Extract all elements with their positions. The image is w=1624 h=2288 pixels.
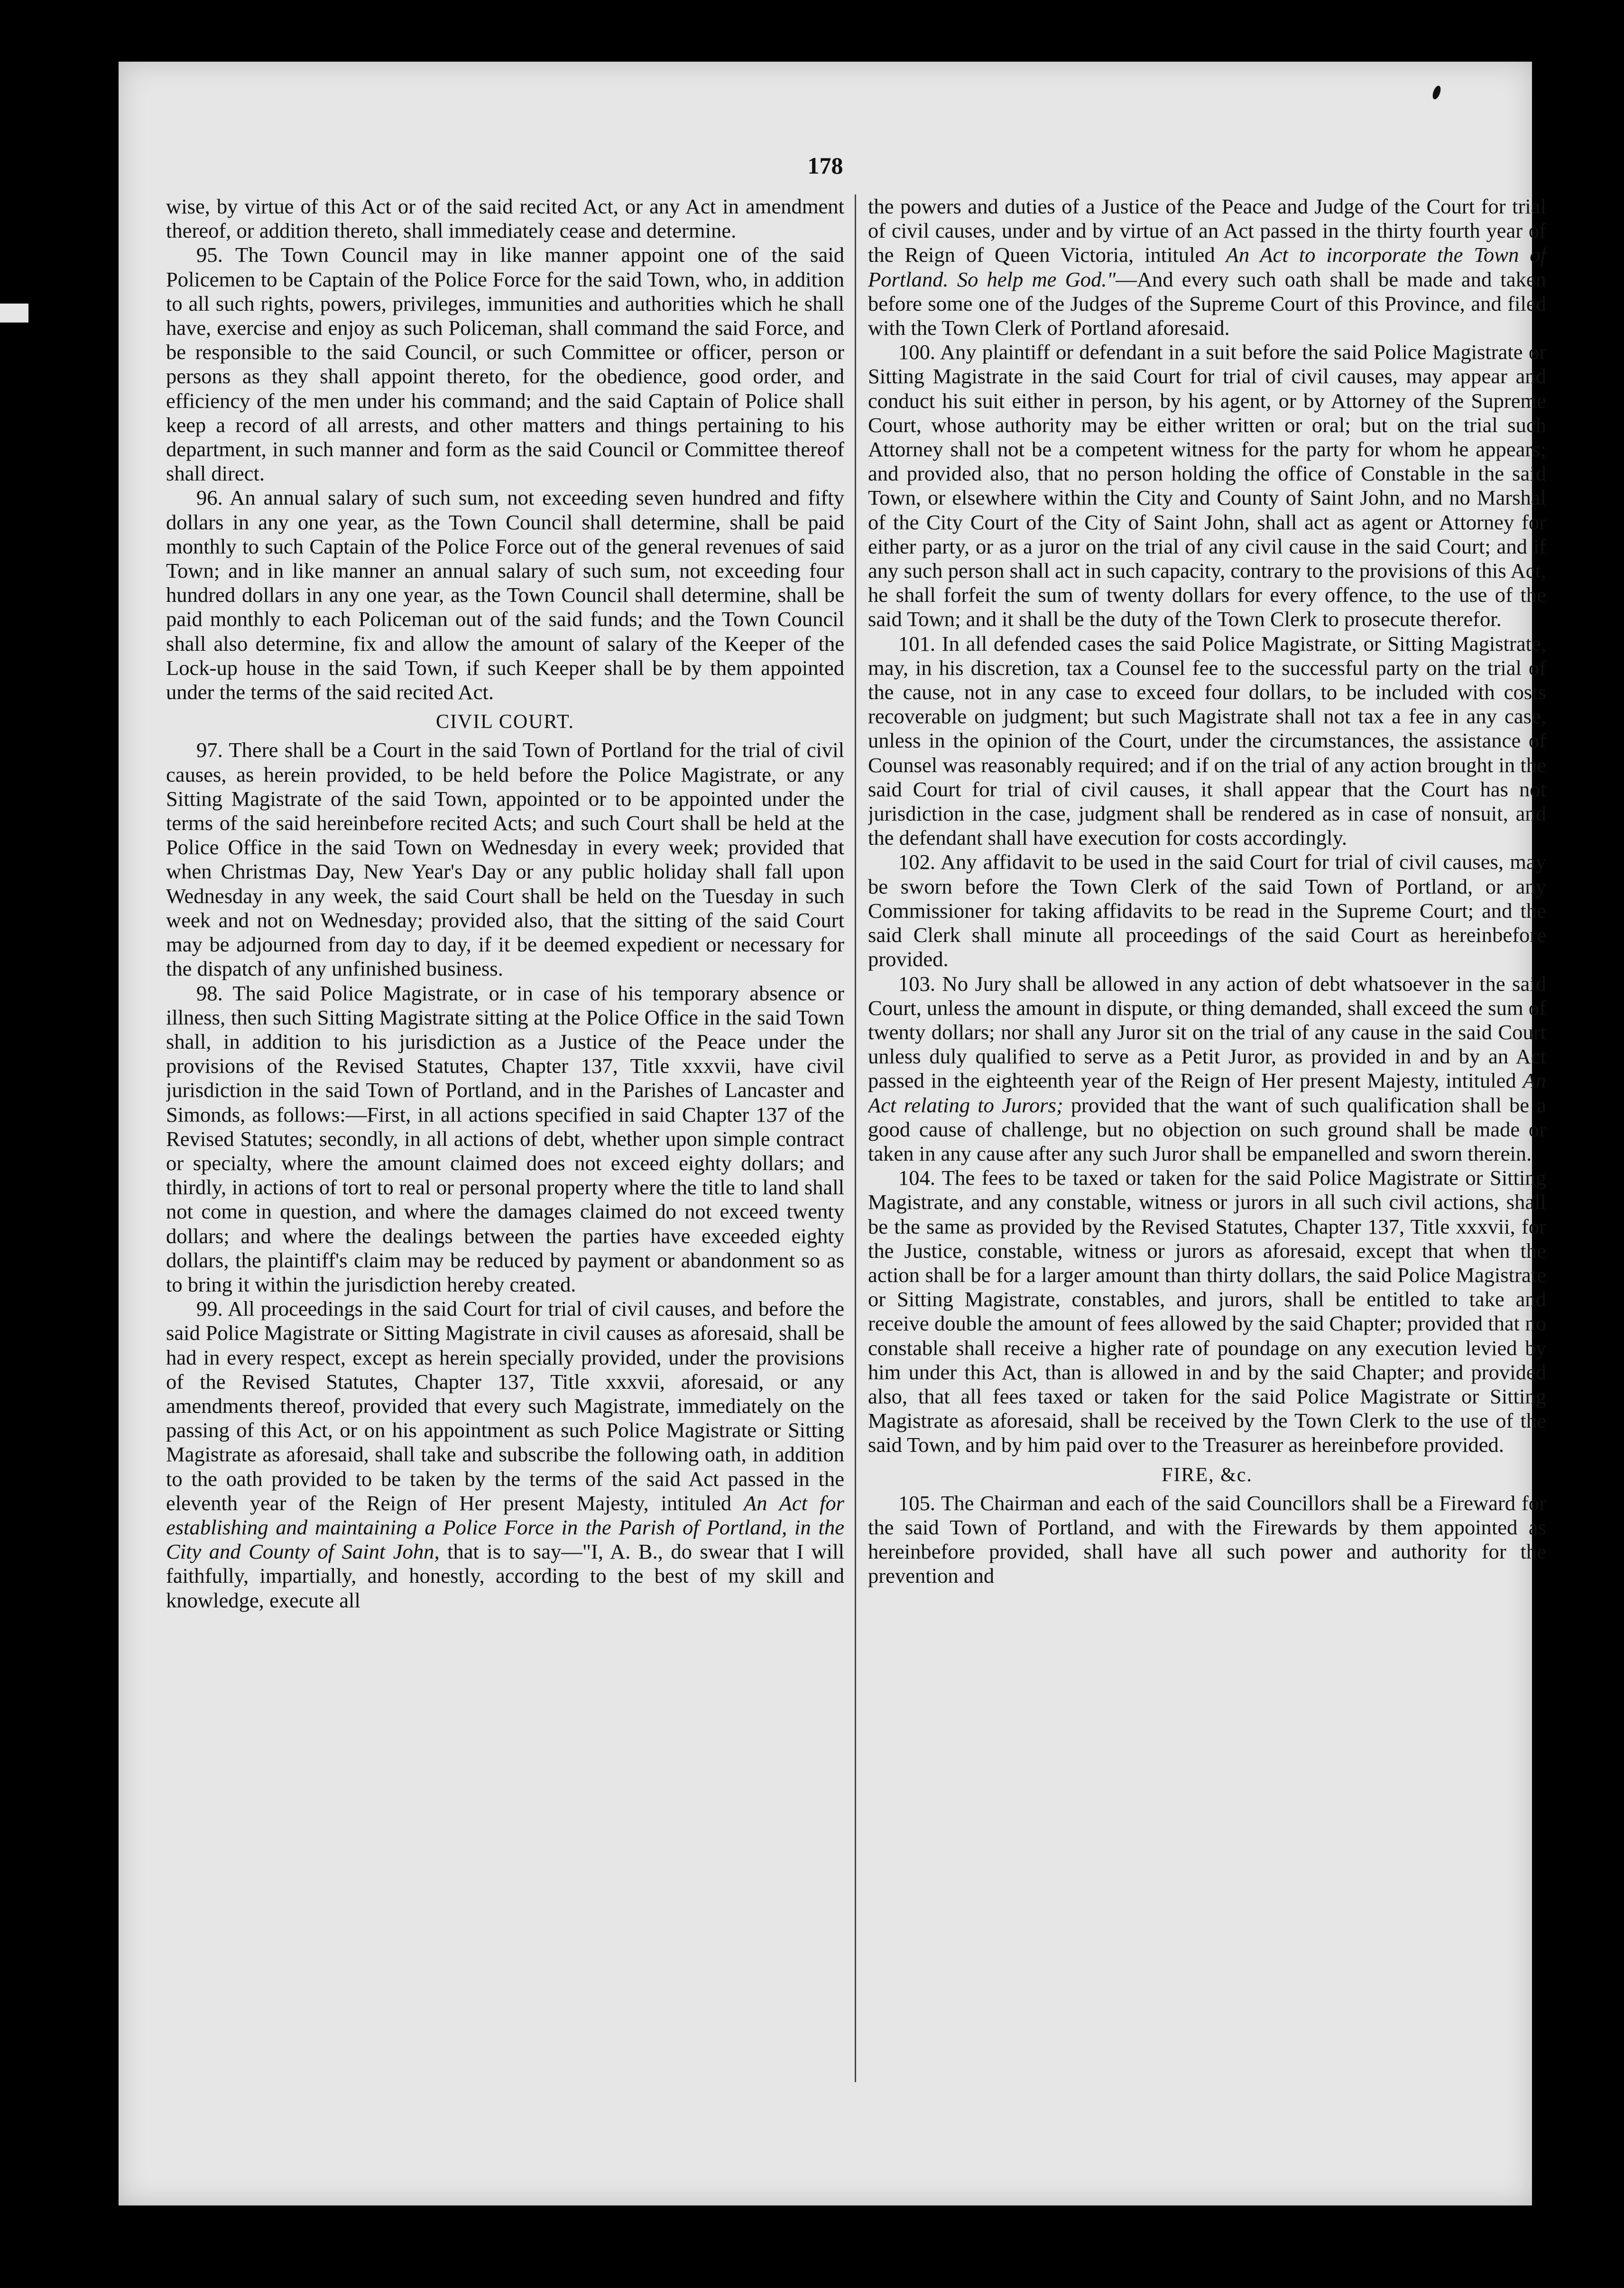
section-105: 105. The Chairman and each of the said Councillors shall be a Fireward for the said Town of Portland, and with the Firewards by them appointed as hereinbefore provided, shall have all such power and authority for the prevention and bbox=[868, 1491, 1546, 1588]
section-99 bbox=[166, 1297, 844, 1613]
section-103-proviso: provided that the want of such qualification shall be a good cause of challenge, but no objection on such ground shall be made or taken in any cause after any such Juror shall be empanelled and sworn therein. bbox=[868, 1093, 1546, 1165]
section-99-text: 99. All proceedings in the said Court for trial of civil causes, and before the said Police Magistrate or Sitting Magistrate in civil causes as aforesaid, shall be had in every respect, except as herein specially provided, under the provisions of the Revised Statutes, Chapter 137, Title xxxvii, aforesaid, or any amendments thereof, provided that every such Magistrate, immediately on the passing of this Act, or on his appointment as such Police Magistrate or Sitting Magistrate as aforesaid, shall take and subscribe the following oath, in addition to the oath provided to be taken by the terms of the said Act passed in the eleventh year of the Reign of Her present Majesty, intituled bbox=[166, 1297, 844, 1515]
right-column bbox=[868, 194, 1546, 2139]
section-103 bbox=[868, 972, 1546, 1166]
heading-fire: FIRE, &c. bbox=[1162, 1464, 1253, 1486]
oath-filing: —And every such oath shall be made and taken before some one of the Judges of the Supreme Court of this Province, and filed with the Town Clerk of Portland aforesaid. bbox=[868, 267, 1546, 340]
punch-hole-top bbox=[57, 422, 83, 455]
section-95: 95. The Town Council may in like manner appoint one of the said Policemen to be Captain of the Police Force for the said Town, who, in addition to all such rights, powers, privileges, immunities and authorities which he shall have, exercise and enjoy as such Policeman, shall command the said Force, and be responsible to the said Council, or such Committee or officer, person or persons as they shall appoint thereto, for the obedience, good order, and efficiency of the men under his command; and the said Captain of Police shall keep a record of all arrests, and other matters and things pertaining to his department, in such manner and form as the said Council or Committee thereof shall direct. bbox=[166, 243, 844, 486]
section-96: 96. An annual salary of such sum, not exceeding seven hundred and fifty dollars in any one year, as the Town Council shall determine, shall be paid monthly to such Captain of the Police Force out of the general revenues of said Town; and in like manner an annual salary of such sum, not exceeding four hundred dollars in any one year, as the Town Council shall determine, shall be paid monthly to each Policeman out of the said funds; and the Town Council shall also determine, fix and allow the amount of salary of the Keeper of the Lock-up house in the said Town, if such Keeper shall be by them appointed under the terms of the said recited Act. bbox=[166, 486, 844, 704]
oath-text: the powers and duties of a Justice of the Peace and Judge of the Court for trial of civil causes, under and by virtue of an Act passed in the thirty fourth year of the Reign of Queen Victoria, intituled bbox=[868, 194, 1546, 267]
section-98: 98. The said Police Magistrate, or in case of his temporary absence or illness, then such Sitting Magistrate sitting at the Police Office in the said Town shall, in addition to his jurisdiction as a Justice of the Peace under the provisions of the Revised Statutes, Chapter 137, Title xxxvii, have civil jurisdiction in the said Town of Portland, and in the Parishes of Lancaster and Simonds, as follows:—First, in all actions specified in said Chapter 137 of the Revised Statutes; secondly, in all actions of debt, whether upon simple contract or specialty, where the amount claimed does not exceed eighty dollars; and thirdly, in actions of tort to real or personal property where the title to land shall not come in question, and where the damages claimed do not exceed twenty dollars; and where the dealings between the parties have exceeded eighty dollars, the plaintiff's claim may be reduced by payment or abandonment so as to bring it within the jurisdiction hereby created. bbox=[166, 981, 844, 1296]
page-number: 178 bbox=[807, 152, 843, 179]
column-divider bbox=[855, 194, 856, 2082]
section-97: 97. There shall be a Court in the said Town of Portland for the trial of civil causes, as herein provided, to be held before the Police Magistrate, or any Sitting Magistrate of the said Town, appointed or to be appointed under the terms of the said hereinbefore recited Acts; and such Court shall be held at the Police Office in the said Town on Wednesday in every week; provided that when Christmas Day, New Year's Day or any public holiday shall fall upon Wednesday in any week, the said Court shall be held on the Tuesday in such week and not on Wednesday; provided also, that the sitting of the said Court may be adjourned from day to day, if it be deemed expedient or necessary for the dispatch of any unfinished business. bbox=[166, 738, 844, 981]
document-page bbox=[119, 62, 1546, 2205]
left-column bbox=[166, 194, 844, 2139]
section-99-act-title: An Act for establishing and maintaining a Police Force in the Parish of Portland, in the City and County of Saint John, bbox=[166, 1491, 844, 1564]
heading-civil-court: CIVIL COURT. bbox=[435, 711, 575, 733]
section-103-text: 103. No Jury shall be allowed in any action of debt whatsoever in the said Court, unless the amount in dispute, or thing demanded, shall exceed the sum of twenty dollars; nor shall any Juror sit on the trial of any cause in the said Court unless duly qualified to serve as a Petit Juror, as provided in and by an Act passed in the eighteenth year of the Reign of Her present Majesty, intituled bbox=[868, 971, 1546, 1093]
section-99-oath: that is to say—"I, A. B., do swear that I will faithfully, impartially, and honestly, according to the best of my skill and knowledge, execute all bbox=[166, 1540, 844, 1612]
oath-act-title: An Act to incorporate the Town of Portland. So help me God." bbox=[868, 243, 1546, 291]
section-104: 104. The fees to be taxed or taken for the said Police Magistrate or Sitting Magistrate, and any constable, witness or jurors in all such civil actions, shall be the same as provided by the Revised Statutes, Chapter 137, Title xxxvii, for the Justice, constable, witness or jurors as aforesaid, except that when the action shall be for a larger amount than thirty dollars, the said Police Magistrate or Sitting Magistrate, constables, and jurors, shall be entitled to take and receive double the amount of fees allowed by the said Chapter; provided that no constable shall receive a higher rate of poundage on any execution levied by him under this Act, than is allowed in and by the said Chapter; and provided also, that all fees taxed or taken for the said Police Magistrate or Sitting Magistrate as aforesaid, shall be received by the Town Clerk to the use of the said Town, and by him paid over to the Treasurer as hereinbefore provided. bbox=[868, 1166, 1546, 1457]
section-100: 100. Any plaintiff or defendant in a suit before the said Police Magistrate or Sitting Magistrate in the said Court for trial of civil causes, may appear and conduct his suit either in person, by his agent, or by Attorney of the Supreme Court, whose authority may be either written or oral; but on the trial such Attorney shall not be a competent witness for the party for whom he appears; and provided also, that no person holding the office of Constable in the said Town, or elsewhere within the City and County of Saint John, and no Marshal of the City Court of the City of Saint John, shall act as agent or Attorney for either party, or as a juror on the trial of any civil cause in the said Court; and if any such person shall act in such capacity, contrary to the provisions of this Act, he shall forfeit the sum of twenty dollars for every offence, to the use of the said Town; and it shall be the duty of the Town Clerk to prosecute therefor. bbox=[868, 340, 1546, 631]
oath-continuation bbox=[868, 194, 1546, 340]
punch-hole-bottom bbox=[57, 1712, 83, 1745]
section-101: 101. In all defended cases the said Police Magistrate, or Sitting Magistrate, may, in his discretion, tax a Counsel fee to the successful party on the trial of the cause, not in any case to exceed four dollars, to be included with costs recoverable on judgment; but such Magistrate shall not tax a fee in any case, unless in the opinion of the Court, under the circumstances, the assistance of Counsel was reasonably required; and if on the trial of any action brought in the said Court for trial of civil causes, it shall appear that the Court has not jurisdiction in the case, judgment shall be rendered as in case of nonsuit, and the defendant shall have execution for costs accordingly. bbox=[868, 631, 1546, 850]
section-103-act-title: An Act relating to Jurors; bbox=[868, 1069, 1546, 1117]
page-edge-tab bbox=[0, 304, 28, 323]
section-102: 102. Any affidavit to be used in the said Court for trial of civil causes, may be sworn before the Town Clerk of the said Town of Portland, or any Commissioner for taking affidavits to be read in the Supreme Court; and the said Clerk shall minute all proceedings of the said Court as hereinbefore provided. bbox=[868, 850, 1546, 971]
paragraph-continuation: wise, by virtue of this Act or of the said recited Act, or any Act in amendment thereof, or addition thereto, shall immediately cease and determine. bbox=[166, 194, 844, 243]
